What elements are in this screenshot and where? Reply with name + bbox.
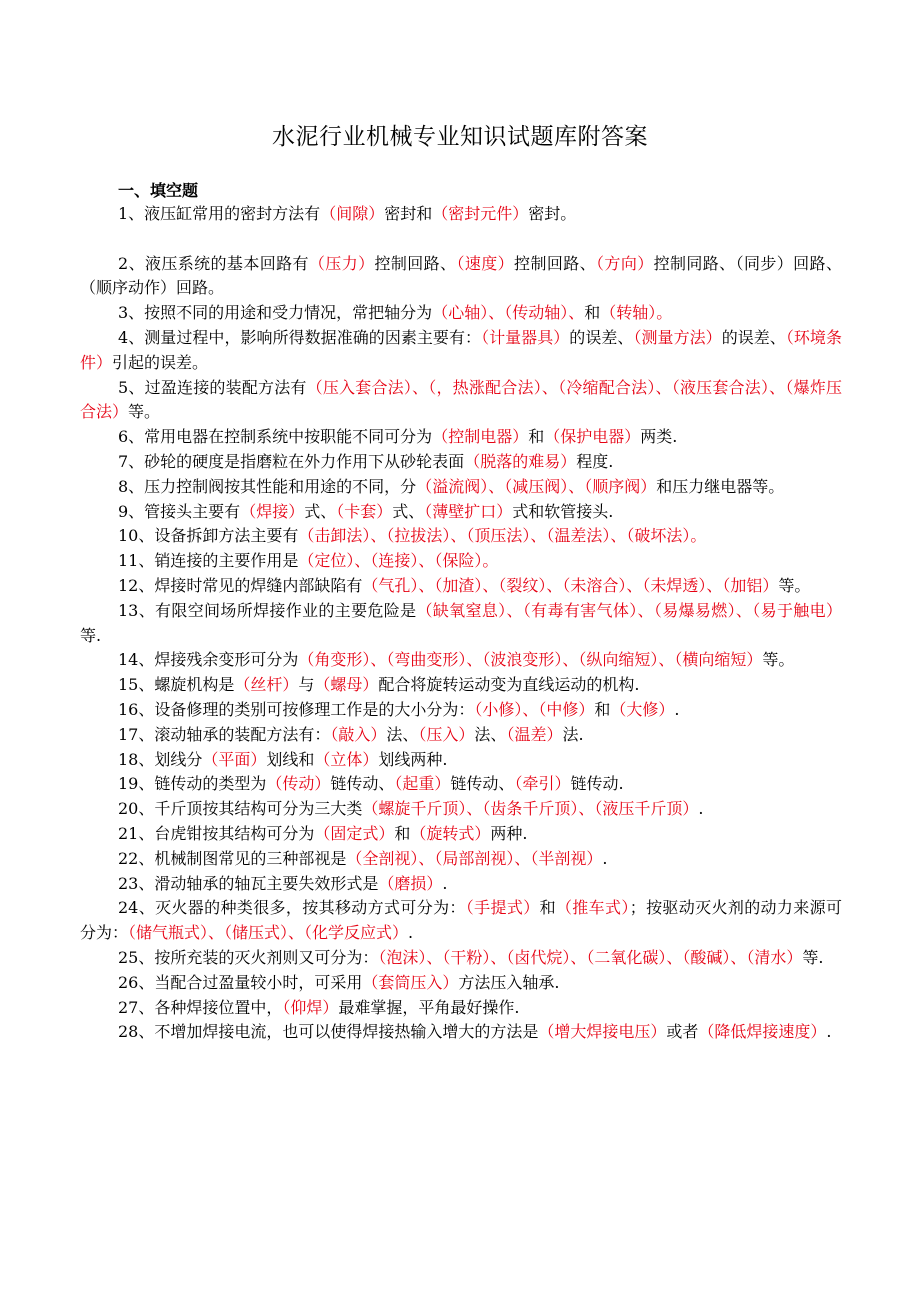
question-text: 式和软管接头. (512, 501, 614, 521)
question-text: 20、千斤顶按其结构可分为三大类 (118, 799, 363, 819)
question-text: 方法压入轴承. (458, 972, 560, 992)
question-item (80, 822, 842, 847)
question-text: . (826, 1022, 832, 1042)
question-item (80, 872, 842, 897)
question-text: 链传动. (570, 774, 624, 794)
answer-text: （起重） (394, 774, 451, 794)
answer-text: （间隙） (320, 204, 385, 223)
answer-text: （旋转式） (410, 823, 491, 843)
question-text: 等. (802, 947, 824, 967)
answer-text: （定位）、（连接）、（保险）。 (298, 551, 499, 571)
question-text: 和 (394, 823, 411, 843)
question-text: 法、 (474, 724, 507, 744)
question-text: 17、滚动轴承的装配方法有： (118, 724, 331, 744)
question-item (80, 425, 842, 450)
question-text: 27、各种焊接位置中， (118, 997, 283, 1017)
answer-text: （脱落的难易） (464, 451, 577, 471)
question-text: 等。 (762, 650, 795, 670)
question-text: 25、按所充装的灭火剂则又可分为： (118, 947, 379, 967)
answer-text: （击卸法）、（拉拔法）、（顶压法）、（温差法）、（破坏法）。 (298, 526, 707, 546)
question-text: 的误差、 (721, 327, 786, 347)
question-text: 两种. (490, 823, 528, 843)
answer-text: （增大焊接电压） (538, 1022, 667, 1042)
question-item (80, 202, 842, 227)
answer-text: （方向） (596, 253, 654, 273)
question-text: 控制同路、（同步）回路、（顺序动作）回路。 (80, 253, 842, 298)
answer-text: （转轴）。 (600, 303, 673, 323)
question-item (80, 574, 842, 599)
question-text: 26、当配合过盈量较小时，可采用 (118, 972, 363, 992)
question-item (80, 971, 842, 996)
question-text: 的误差、 (569, 327, 634, 347)
answer-text: （敲入） (330, 724, 387, 744)
question-item (80, 673, 842, 698)
question-text: 控制回路、 (514, 253, 597, 273)
answer-text: （储气瓶式）、（储压式）、（化学反应式） (128, 923, 409, 943)
question-item (80, 946, 842, 971)
answer-text: （压力） (308, 253, 375, 273)
question-text: . (408, 923, 414, 943)
question-text: 或者 (666, 1022, 699, 1042)
answer-text: （压入套合法）、（，热涨配合法）、（冷缩配合法）、（液压套合法）、（爆炸压合法） (80, 377, 842, 422)
answer-text: （环境条件） (80, 327, 842, 372)
question-text: 和 (539, 898, 556, 918)
question-text: ；按驱动灭火剂的动力来源可分为： (80, 898, 842, 943)
question-text: 最难掌握，平角最好操作. (338, 997, 520, 1017)
question-text: 和 (584, 303, 601, 323)
question-text: . (602, 848, 608, 868)
question-text: 两类. (640, 427, 678, 447)
question-text: 式、 (392, 501, 425, 521)
answer-text: （平面） (202, 749, 267, 769)
answer-text: （溢流阀）、（减压阀）、（顺序阀） (416, 476, 657, 496)
answer-text: （套筒压入） (362, 972, 459, 992)
answer-text: （气孔）、（加渣）、（裂纹）、（未溶合）、（未焊透）、（加铝） (362, 575, 779, 595)
answer-text: （磨损） (378, 873, 443, 893)
question-text: 等。 (778, 575, 811, 595)
answer-text: （压入） (418, 724, 475, 744)
question-text: 19、链传动的类型为 (118, 774, 267, 794)
question-text: . (698, 799, 704, 819)
question-text: 11、销连接的主要作用是 (118, 551, 299, 571)
answer-text: （薄壁扩口） (424, 501, 513, 521)
answer-text: （卡套） (336, 501, 393, 521)
question-text: 28、不增加焊接电流，也可以使得焊接热输入增大的方法是 (118, 1022, 539, 1042)
question-text: 7、砂轮的硬度是指磨粒在外力作用下从砂轮表面 (118, 451, 465, 471)
question-text: 5、过盈连接的装配方法有 (118, 377, 307, 397)
question-item (80, 748, 842, 773)
question-item (80, 648, 842, 673)
question-item (80, 1020, 842, 1045)
question-text: 和 (594, 699, 611, 719)
answer-text: （角变形）、（弯曲变形）、（波浪变形）、（纵向缩短）、（横向缩短） (298, 650, 763, 670)
question-text: 6、常用电器在控制系统中按职能不同可分为 (118, 427, 433, 447)
question-text: . (674, 699, 680, 719)
question-text: 和 (528, 427, 545, 447)
question-text: 15、螺旋机构是 (118, 675, 235, 695)
question-item (80, 698, 842, 723)
question-text: 14、焊接残余变形可分为 (118, 650, 299, 670)
question-text: 配合将旋转运动变为直线运动的机构. (378, 675, 640, 695)
question-text: . (442, 873, 448, 893)
answer-text: （计量器具） (481, 327, 570, 347)
answer-text: （推车式） (555, 898, 630, 918)
question-text: 16、设备修理的类别可按修理工作是的大小分为： (118, 699, 475, 719)
question-item (80, 599, 842, 649)
question-item (80, 996, 842, 1021)
answer-text: （测量方法） (633, 327, 722, 347)
answer-text: （固定式） (314, 823, 395, 843)
answer-text: （牵引） (514, 774, 571, 794)
answer-text: （控制电器） (432, 427, 529, 447)
question-item (80, 475, 842, 500)
answer-text: （小修）、（中修） (474, 699, 595, 719)
answer-text: （丝杆） (234, 675, 299, 695)
question-text: 4、测量过程中，影响所得数据准确的因素主要有： (118, 327, 482, 347)
answer-text: （速度） (456, 253, 515, 273)
answer-text: （泡沫）、（干粉）、（卤代烷）、（二氧化碳）、（酸碱）、（清水） (378, 947, 803, 967)
answer-text: （缺氧窒息）、（有毒有害气体）、（易爆易燃）、（易于触电） (416, 600, 842, 620)
answer-text: （大修） (610, 699, 675, 719)
question-text: 链传动、 (450, 774, 515, 794)
question-text: 密封。 (528, 204, 577, 223)
answer-text: （手提式） (465, 898, 540, 918)
question-item (80, 772, 842, 797)
question-text: 与 (298, 675, 315, 695)
question-item (80, 326, 842, 376)
question-text: 划线两种. (378, 749, 448, 769)
question-text: 链传动、 (330, 774, 395, 794)
question-text: 2、液压系统的基本回路有 (118, 253, 309, 273)
question-item (80, 847, 842, 872)
question-text: 8、压力控制阀按其性能和用途的不同，分 (118, 476, 417, 496)
question-item (80, 896, 842, 946)
question-text: 划线和 (266, 749, 315, 769)
question-text: 9、管接头主要有 (118, 501, 241, 521)
question-item (80, 376, 842, 426)
question-text: 18、划线分 (118, 749, 203, 769)
answer-text: （温差） (506, 724, 563, 744)
question-text: 控制回路、 (374, 253, 457, 273)
question-text: 24、灭火器的种类很多，按其移动方式可分为： (118, 898, 466, 918)
question-item (80, 450, 842, 475)
answer-text: （保护电器） (544, 427, 641, 447)
question-item (80, 301, 842, 326)
question-text: 式、 (304, 501, 337, 521)
question-text: 21、台虎钳按其结构可分为 (118, 823, 315, 843)
question-text: 法、 (386, 724, 419, 744)
question-text: 12、焊接时常见的焊缝内部缺陷有 (118, 575, 363, 595)
answer-text: （螺旋千斤顶）、（齿条千斤顶）、（液压千斤顶） (362, 799, 699, 819)
answer-text: （焊接） (240, 501, 305, 521)
question-item (80, 252, 842, 302)
answer-text: （心轴）、（传动轴）、 (432, 303, 585, 323)
question-text: 23、滑动轴承的轴瓦主要失效形式是 (118, 873, 379, 893)
question-text: 1、液压缸常用的密封方法有 (118, 204, 321, 223)
answer-text: （螺母） (314, 675, 379, 695)
question-text: 密封和 (384, 204, 433, 223)
question-text: 等。 (128, 402, 161, 422)
answer-text: （传动） (266, 774, 331, 794)
question-item (80, 524, 842, 549)
question-item (80, 500, 842, 525)
question-text: 等. (80, 625, 102, 645)
question-text: 10、设备拆卸方法主要有 (118, 526, 299, 546)
question-item (80, 549, 842, 574)
question-text: 22、机械制图常见的三种部视是 (118, 848, 347, 868)
question-text: 3、按照不同的用途和受力情况，常把轴分为 (118, 303, 433, 323)
answer-text: （降低焊接速度） (698, 1022, 827, 1042)
section-heading: 一、填空题 (118, 181, 199, 200)
question-item (80, 723, 842, 748)
answer-text: （立体） (314, 749, 379, 769)
question-text: 法. (562, 724, 584, 744)
question-text: 程度. (576, 451, 614, 471)
question-item (80, 797, 842, 822)
document-title: 水泥行业机械专业知识试题库附答案 (272, 124, 648, 150)
question-text: 引起的误差。 (112, 352, 209, 372)
answer-text: （全剖视）、（局部剖视）、（半剖视） (346, 848, 603, 868)
question-text: 和压力继电器等。 (656, 476, 785, 496)
answer-text: （密封元件） (432, 204, 529, 223)
question-list (80, 202, 842, 1045)
question-text: 13、有限空间场所焊接作业的主要危险是 (118, 600, 417, 620)
answer-text: （仰焊） (282, 997, 339, 1017)
